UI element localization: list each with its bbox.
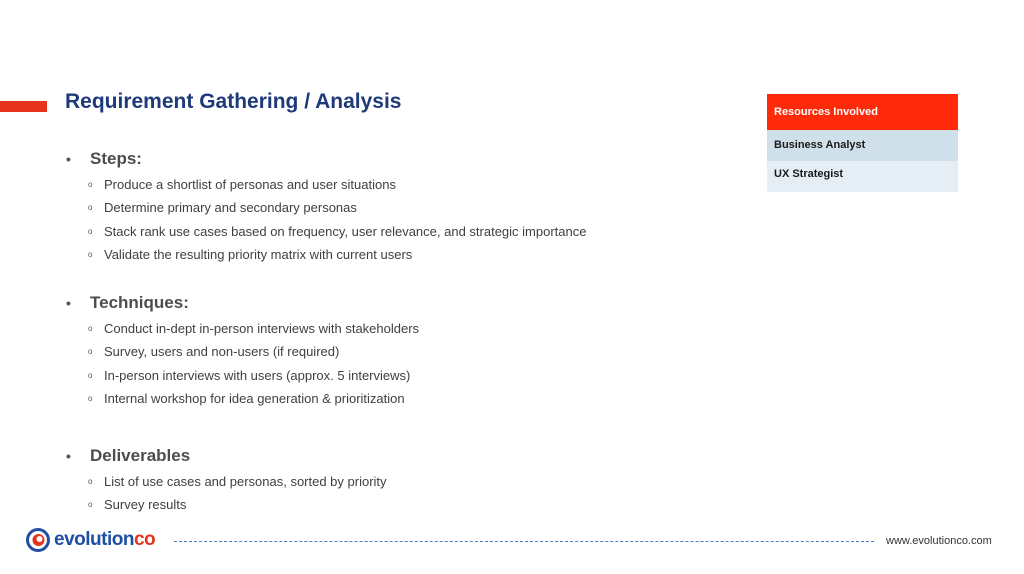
list-item [66, 387, 419, 410]
section-deliverables [66, 444, 387, 517]
list-item-text: In-person interviews with users (approx. 5 interviews) [104, 367, 411, 383]
list-item-text: Survey results [104, 497, 187, 513]
list-item-text: Survey, users and non-users (if required) [104, 344, 340, 360]
page-title: Requirement Gathering / Analysis [65, 90, 402, 113]
section-items [66, 173, 586, 266]
list-item [66, 220, 586, 243]
list-item [66, 243, 586, 266]
section-items [66, 317, 419, 410]
resources-header: Resources Involved [767, 94, 958, 130]
section-items [66, 470, 387, 517]
logo-wordmark-part2: co [133, 529, 156, 550]
list-item [66, 196, 586, 219]
list-item-text: Determine primary and secondary personas [104, 200, 357, 216]
resources-row-ux-strategist: UX Strategist [767, 161, 958, 192]
footer-divider [174, 541, 874, 542]
list-item [66, 173, 586, 196]
list-item-text: List of use cases and personas, sorted by priority [104, 474, 387, 490]
sub-bullet-icon: o [88, 500, 93, 510]
accent-bar [0, 101, 47, 112]
section-steps [66, 147, 586, 266]
footer-url: www.evolutionco.com [886, 535, 992, 547]
bullet-icon: • [66, 151, 71, 167]
list-item [66, 340, 419, 363]
list-item-text: Conduct in-dept in-person interviews with stakeholders [104, 321, 420, 337]
list-item-text: Stack rank use cases based on frequency, user relevance, and strategic importance [104, 223, 587, 239]
logo-wordmark [54, 529, 155, 551]
section-heading [66, 291, 419, 315]
section-heading-label: Techniques: [90, 293, 189, 312]
section-heading-label: Steps: [90, 149, 142, 168]
sub-bullet-icon: o [88, 324, 93, 334]
logo-wordmark-part1: evolution [54, 529, 134, 550]
sub-bullet-icon: o [88, 477, 93, 487]
sub-bullet-icon: o [88, 226, 93, 236]
sub-bullet-icon: o [88, 180, 93, 190]
list-item-text: Produce a shortlist of personas and user situations [104, 177, 396, 193]
sub-bullet-icon: o [88, 394, 93, 404]
bullet-icon: • [66, 295, 71, 311]
list-item [66, 493, 387, 516]
resources-row-business-analyst: Business Analyst [767, 130, 958, 161]
company-logo [26, 528, 155, 552]
section-techniques [66, 291, 419, 410]
bullet-icon: • [66, 448, 71, 464]
sub-bullet-icon: o [88, 203, 93, 213]
section-heading [66, 444, 387, 468]
resources-table [767, 94, 958, 192]
sub-bullet-icon: o [88, 347, 93, 357]
sub-bullet-icon: o [88, 250, 93, 260]
sub-bullet-icon: o [88, 370, 93, 380]
logo-swirl-icon [26, 528, 50, 552]
list-item [66, 364, 419, 387]
list-item-text: Validate the resulting priority matrix with current users [104, 247, 413, 263]
section-heading-label: Deliverables [90, 446, 191, 465]
list-item-text: Internal workshop for idea generation & prioritization [104, 391, 405, 407]
section-heading [66, 147, 586, 171]
list-item [66, 317, 419, 340]
list-item [66, 470, 387, 493]
